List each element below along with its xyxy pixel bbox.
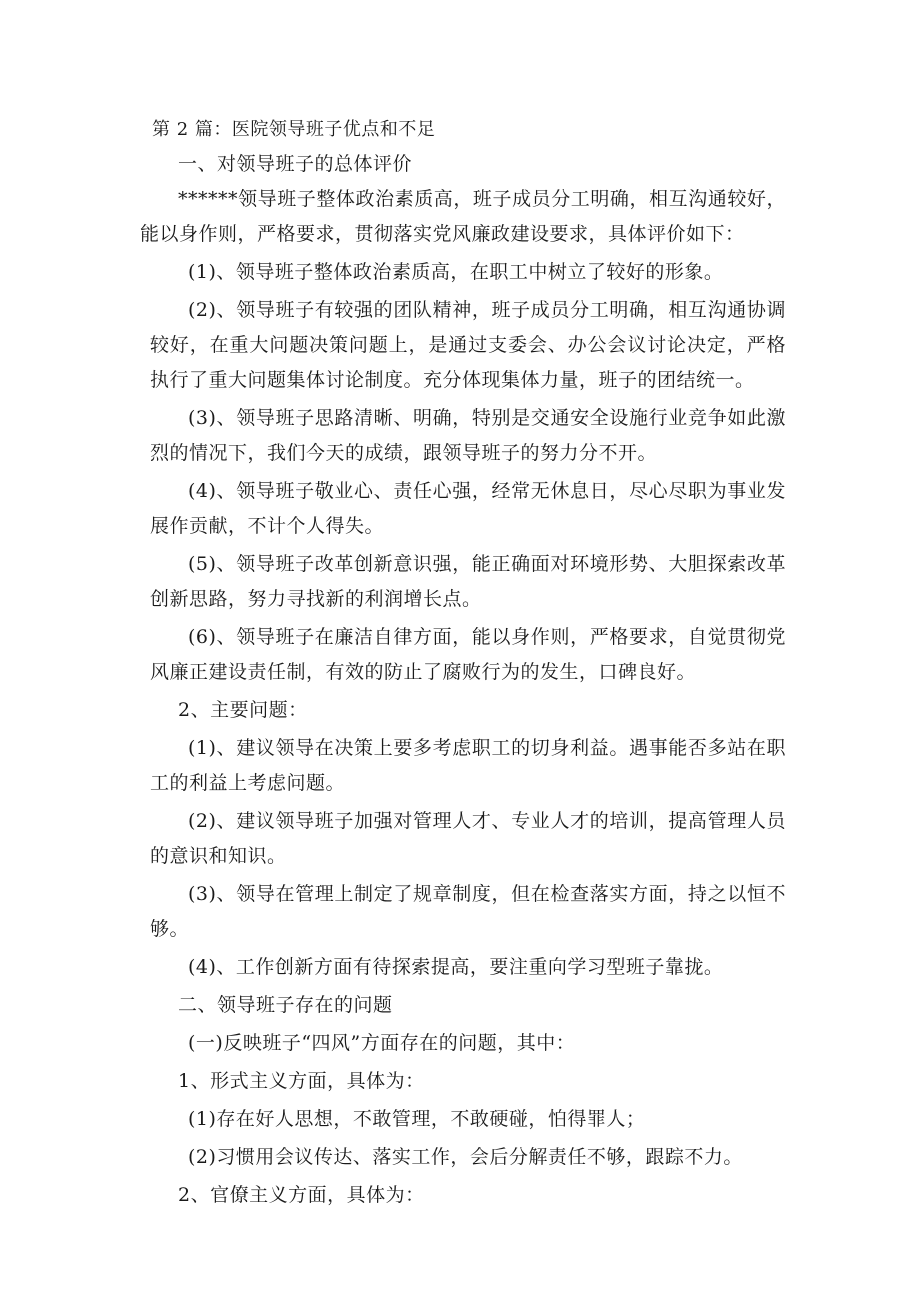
list-item: (2)、建议领导班子加强对管理人才、专业人才的培训，提高管理人员的意识和知识。 <box>150 810 786 867</box>
document-body <box>140 112 786 1213</box>
section-heading-1: 一、对领导班子的总体评价 <box>178 153 413 175</box>
list-item: (1)、建议领导在决策上要多考虑职工的切身利益。遇事能否多站在职工的利益上考虑问题。 <box>150 737 786 794</box>
section-heading-2: 2、主要问题： <box>178 699 308 721</box>
list-item: (2)习惯用会议传达、落实工作，会后分解责任不够，跟踪不力。 <box>188 1146 743 1168</box>
subsection-heading: (一)反映班子“四风”方面存在的问题，其中： <box>188 1032 576 1054</box>
list-item: 1、形式主义方面，具体为： <box>178 1070 425 1092</box>
list-item: (1)、领导班子整体政治素质高，在职工中树立了较好的形象。 <box>188 261 724 283</box>
list-item: (4)、工作创新方面有待探索提高，要注重向学习型班子靠拢。 <box>188 956 724 978</box>
list-item: (2)、领导班子有较强的团队精神，班子成员分工明确，相互沟通协调较好，在重大问题决策问题上，是通过支委会、办公会议讨论决定，严格执行了重大问题集体讨论制度。充分体现集体力量，班子的团结统一。 <box>150 299 786 391</box>
section-heading-3: 二、领导班子存在的问题 <box>178 994 393 1016</box>
document-title: 第 2 篇：医院领导班子优点和不足 <box>152 119 436 140</box>
list-item: (1)存在好人思想，不敢管理，不敢硬碰，怕得罪人； <box>188 1108 646 1130</box>
list-item: (4)、领导班子敬业心、责任心强，经常无休息日，尽心尽职为事业发展作贡献，不计个人得失。 <box>150 480 786 537</box>
list-item: (6)、领导班子在廉洁自律方面，能以身作则，严格要求，自觉贯彻党风廉正建设责任制，有效的防止了腐败行为的发生，口碑良好。 <box>150 626 786 683</box>
list-item: (3)、领导班子思路清晰、明确，特别是交通安全设施行业竞争如此激烈的情况下，我们今天的成绩，跟领导班子的努力分不开。 <box>150 407 786 464</box>
list-item: (5)、领导班子改革创新意识强，能正确面对环境形势、大胆探索改革创新思路，努力寻找新的利润增长点。 <box>150 553 786 610</box>
list-item: 2、官僚主义方面，具体为： <box>178 1184 425 1206</box>
paragraph: ******领导班子整体政治素质高，班子成员分工明确，相互沟通较好，能以身作则，严格要求，贯彻落实党风廉政建设要求，具体评价如下： <box>140 188 786 245</box>
list-item: (3)、领导在管理上制定了规章制度，但在检查落实方面，持之以恒不够。 <box>150 883 786 940</box>
